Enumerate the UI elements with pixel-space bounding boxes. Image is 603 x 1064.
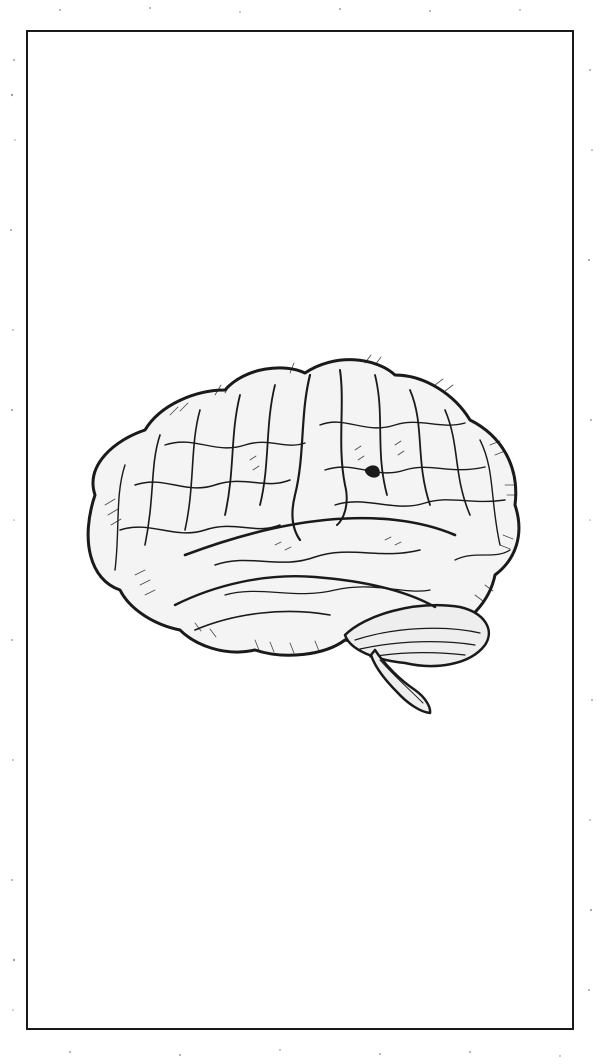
brain-illustration [75, 345, 530, 715]
